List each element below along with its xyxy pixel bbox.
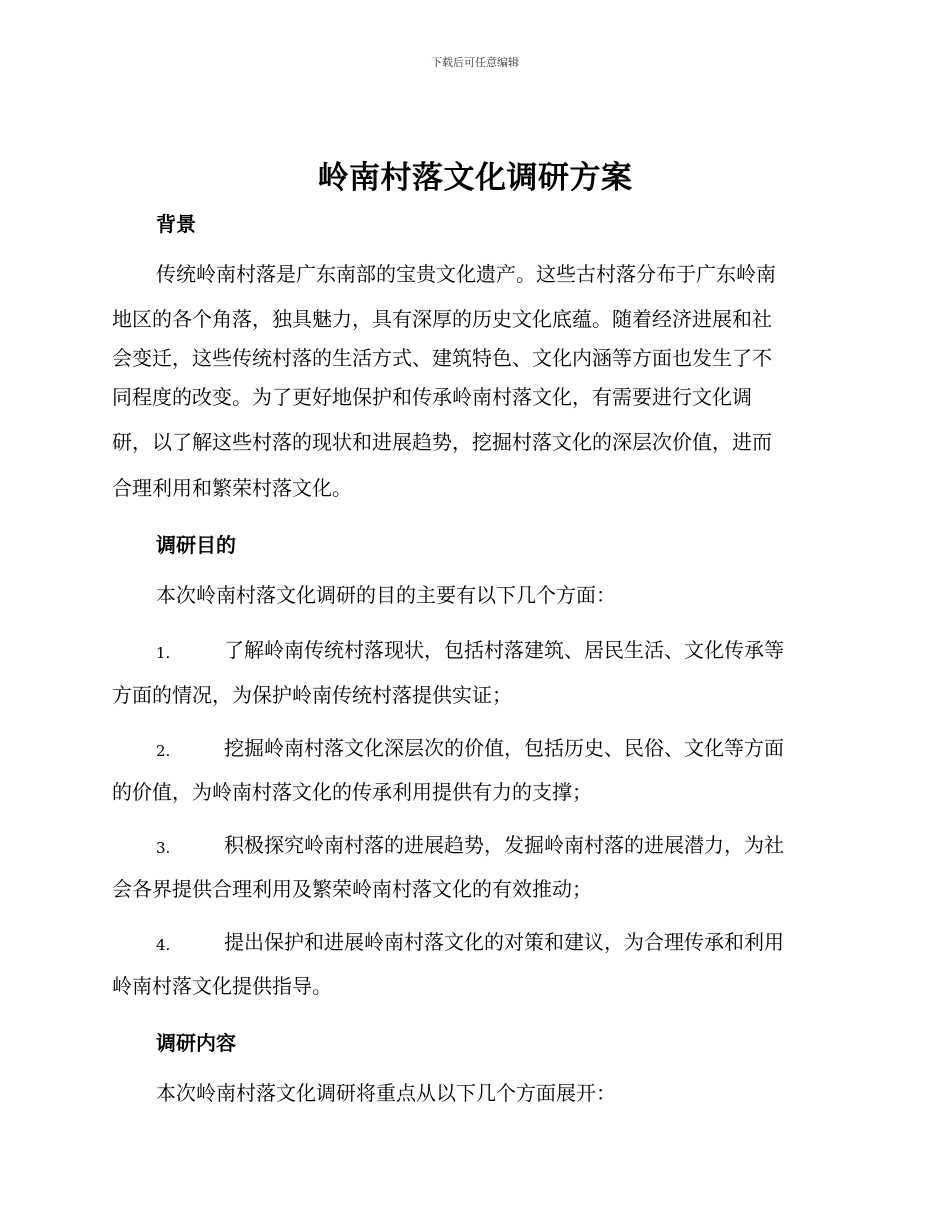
paragraph-line: 会变迁，这些传统村落的生活方式、建筑特色、文化内涵等方面也发生了不 bbox=[112, 346, 772, 370]
list-item-line: 方面的情况，为保护岭南传统村落提供实证； bbox=[112, 683, 512, 707]
section-heading-content: 调研内容 bbox=[156, 1031, 236, 1055]
list-item-line: 了解岭南传统村落现状，包括村落建筑、居民生活、文化传承等 bbox=[224, 638, 784, 662]
list-item-line: 积极探究岭南村落的进展趋势，发掘岭南村落的进展潜力，为社 bbox=[224, 833, 784, 857]
paragraph-line: 本次岭南村落文化调研的目的主要有以下几个方面： bbox=[156, 583, 616, 607]
list-item-number: 1. bbox=[156, 644, 171, 662]
list-item-number: 3. bbox=[156, 839, 171, 857]
paragraph-line: 研，以了解这些村落的现状和进展趋势，挖掘村落文化的深层次价值，进而 bbox=[112, 430, 772, 454]
list-item-number: 2. bbox=[156, 742, 171, 760]
document-title: 岭南村落文化调研方案 bbox=[317, 160, 633, 196]
list-item-line: 的价值，为岭南村落文化的传承利用提供有力的支撑； bbox=[112, 780, 592, 804]
paragraph-line: 同程度的改变。为了更好地保护和传承岭南村落文化，有需要进行文化调 bbox=[112, 385, 752, 409]
list-item-line: 岭南村落文化提供指导。 bbox=[112, 974, 332, 998]
paragraph-line: 地区的各个角落，独具魅力，具有深厚的历史文化底蕴。随着经济进展和社 bbox=[112, 307, 772, 331]
paragraph-line: 传统岭南村落是广东南部的宝贵文化遗产。这些古村落分布于广东岭南 bbox=[156, 262, 776, 286]
section-heading-purpose: 调研目的 bbox=[156, 533, 236, 557]
paragraph-line: 本次岭南村落文化调研将重点从以下几个方面展开： bbox=[156, 1081, 616, 1105]
list-item-line: 提出保护和进展岭南村落文化的对策和建议，为合理传承和利用 bbox=[224, 930, 784, 954]
paragraph-line: 合理利用和繁荣村落文化。 bbox=[112, 476, 352, 500]
section-heading-background: 背景 bbox=[156, 212, 196, 236]
page-header-note: 下载后可任意编辑 bbox=[431, 56, 519, 69]
list-item-number: 4. bbox=[156, 936, 171, 954]
list-item-line: 会各界提供合理利用及繁荣岭南村落文化的有效推动； bbox=[112, 877, 592, 901]
list-item-line: 挖掘岭南村落文化深层次的价值，包括历史、民俗、文化等方面 bbox=[224, 736, 784, 760]
